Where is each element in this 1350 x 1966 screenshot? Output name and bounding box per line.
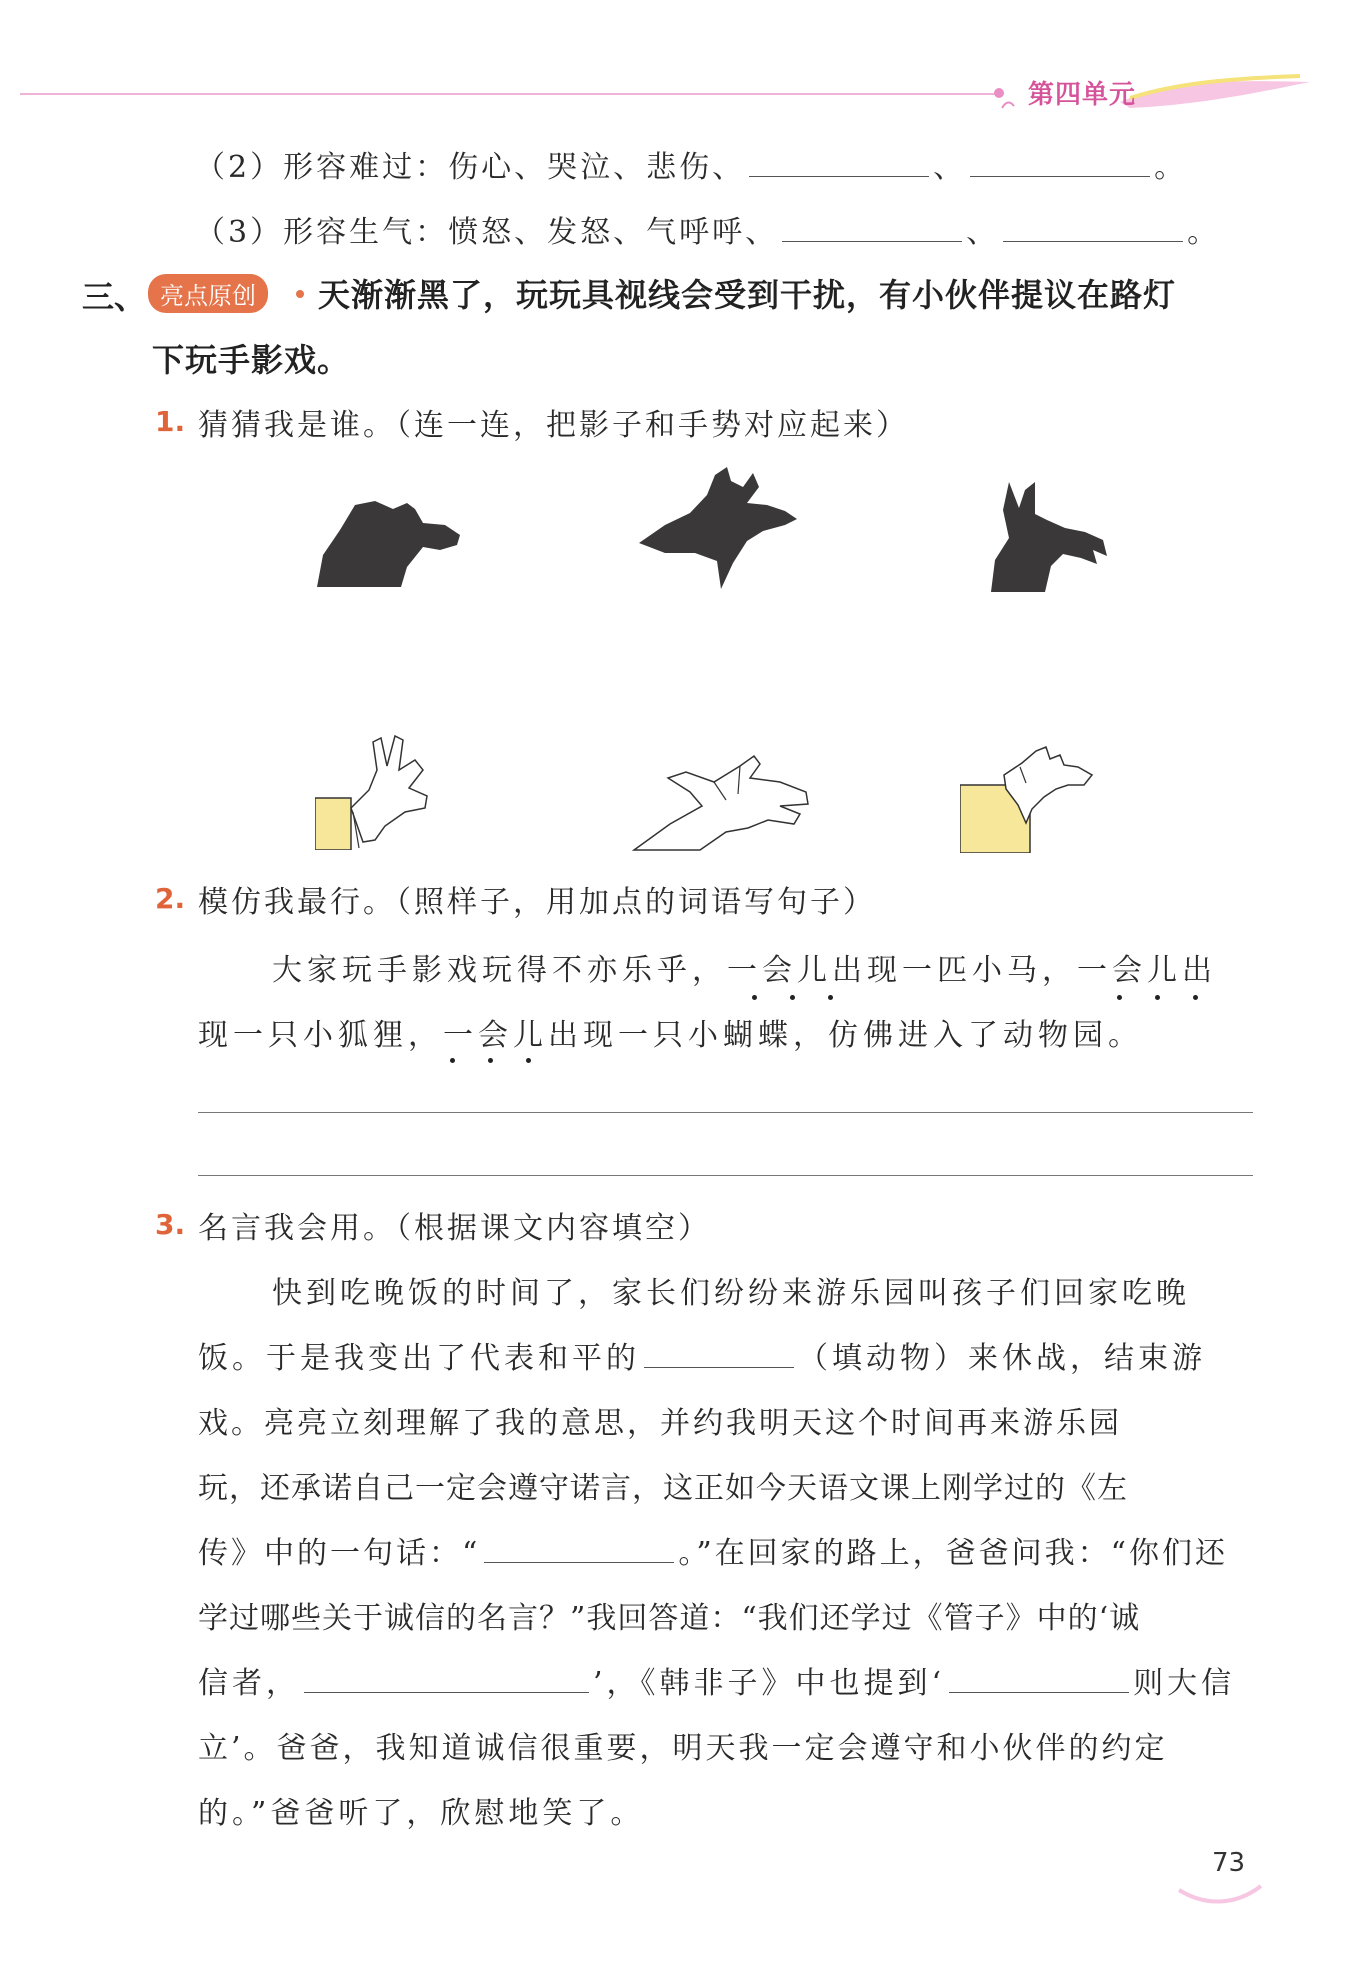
answer-blank[interactable] (949, 1688, 1129, 1693)
separator: 、 (933, 150, 967, 185)
separator: 、 (966, 215, 1000, 250)
writing-line[interactable] (198, 1112, 1253, 1113)
section-number: 三、 (82, 278, 147, 316)
passage-line8: 立’。爸爸，我知道诚信很重要，明天我一定会遵守和小伙伴的约定 (198, 1731, 1168, 1766)
q3-row (195, 207, 1220, 251)
answer-blank[interactable] (484, 1558, 674, 1563)
period: 。 (1187, 215, 1221, 250)
passage-text: （填动物）来休战，结束游 (798, 1341, 1206, 1376)
emphasis-dot (1155, 995, 1160, 1000)
emphasis-dot (450, 1058, 455, 1063)
emphasis-dot (1193, 995, 1198, 1000)
q2-text: 模仿我最行。（照样子，用加点的词语写句子） (198, 885, 876, 920)
passage-line4: 玩，还承诺自己一定会遵守诺言，这正如今天语文课上刚学过的《左 (198, 1471, 1128, 1506)
answer-blank[interactable] (644, 1363, 794, 1368)
passage-line3: 戏。亮亮立刻理解了我的意思，并约我明天这个时间再来游乐园 (198, 1406, 1122, 1441)
shadow-rabbit[interactable] (985, 480, 1110, 595)
passage-text: ’，《韩非子》中也提到‘ (593, 1666, 946, 1701)
q1-text: 猜猜我是谁。（连一连，把影子和手势对应起来） (198, 408, 909, 443)
writing-line[interactable] (198, 1175, 1253, 1176)
answer-blank[interactable] (970, 172, 1150, 177)
q1-number: 1. (155, 405, 186, 438)
q3-number: 3. (155, 1208, 186, 1241)
hand-gesture-dog[interactable] (960, 745, 1105, 853)
section-title-line2: 下玩手影戏。 (152, 341, 351, 379)
example-line2: 现一只小狐狸，一会儿出现一只小蝴蝶，仿佛进入了动物园。 (198, 1018, 1143, 1053)
passage-text: 饭。于是我变出了代表和平的 (198, 1341, 640, 1376)
hand-gesture-bird[interactable] (630, 748, 815, 853)
emphasis-dot (1117, 995, 1122, 1000)
q2-row (195, 142, 1187, 186)
passage-text: 。”在回家的路上，爸爸问我：“你们还 (678, 1536, 1229, 1571)
passage-line5 (198, 1528, 1228, 1572)
emphasis-dot (752, 995, 757, 1000)
shadow-dog[interactable] (315, 495, 465, 595)
answer-blank[interactable] (749, 172, 929, 177)
passage-line6: 学过哪些关于诚信的名言？”我回答道：“我们还学过《管子》中的‘诚 (198, 1601, 1141, 1636)
q3-label: （3）形容生气：愤怒、发怒、气呼呼、 (195, 215, 779, 250)
passage-text: 信者， (198, 1666, 300, 1701)
passage-text: 传》中的一句话：“ (198, 1536, 481, 1571)
answer-blank[interactable] (1003, 237, 1183, 242)
emphasis-dot (790, 995, 795, 1000)
example-line1: 大家玩手影戏玩得不亦乐乎，一会儿出现一匹小马，一会儿出 (272, 953, 1217, 988)
page-number: 73 (1212, 1848, 1246, 1878)
unit-title: 第四单元 (1028, 80, 1137, 110)
q3-text: 名言我会用。（根据课文内容填空） (198, 1211, 711, 1246)
passage-line7 (198, 1658, 1235, 1702)
emphasis-dot (526, 1058, 531, 1063)
passage-text: 则大信 (1133, 1666, 1236, 1701)
answer-blank[interactable] (304, 1688, 589, 1693)
emphasis-dot (828, 995, 833, 1000)
passage-line9: 的。”爸爸听了，欣慰地笑了。 (198, 1796, 645, 1831)
answer-blank[interactable] (782, 237, 962, 242)
page-swoosh (1175, 1880, 1265, 1910)
section-title-line1: 天渐渐黑了，玩玩具视线会受到干扰，有小伙伴提议在路灯 (318, 276, 1177, 314)
hand-gesture-rabbit[interactable] (315, 730, 465, 850)
shadow-deer[interactable] (635, 465, 800, 590)
highlight-badge: 亮点原创 (148, 274, 268, 313)
q2-label: （2）形容难过：伤心、哭泣、悲伤、 (195, 150, 746, 185)
header-rule (20, 93, 1000, 95)
period: 。 (1154, 150, 1188, 185)
passage-line1: 快到吃晚饭的时间了，家长们纷纷来游乐园叫孩子们回家吃晚 (272, 1276, 1190, 1311)
badge-dot (296, 290, 304, 298)
passage-line2 (198, 1333, 1206, 1377)
emphasis-dot (488, 1058, 493, 1063)
q2-number: 2. (155, 882, 186, 915)
